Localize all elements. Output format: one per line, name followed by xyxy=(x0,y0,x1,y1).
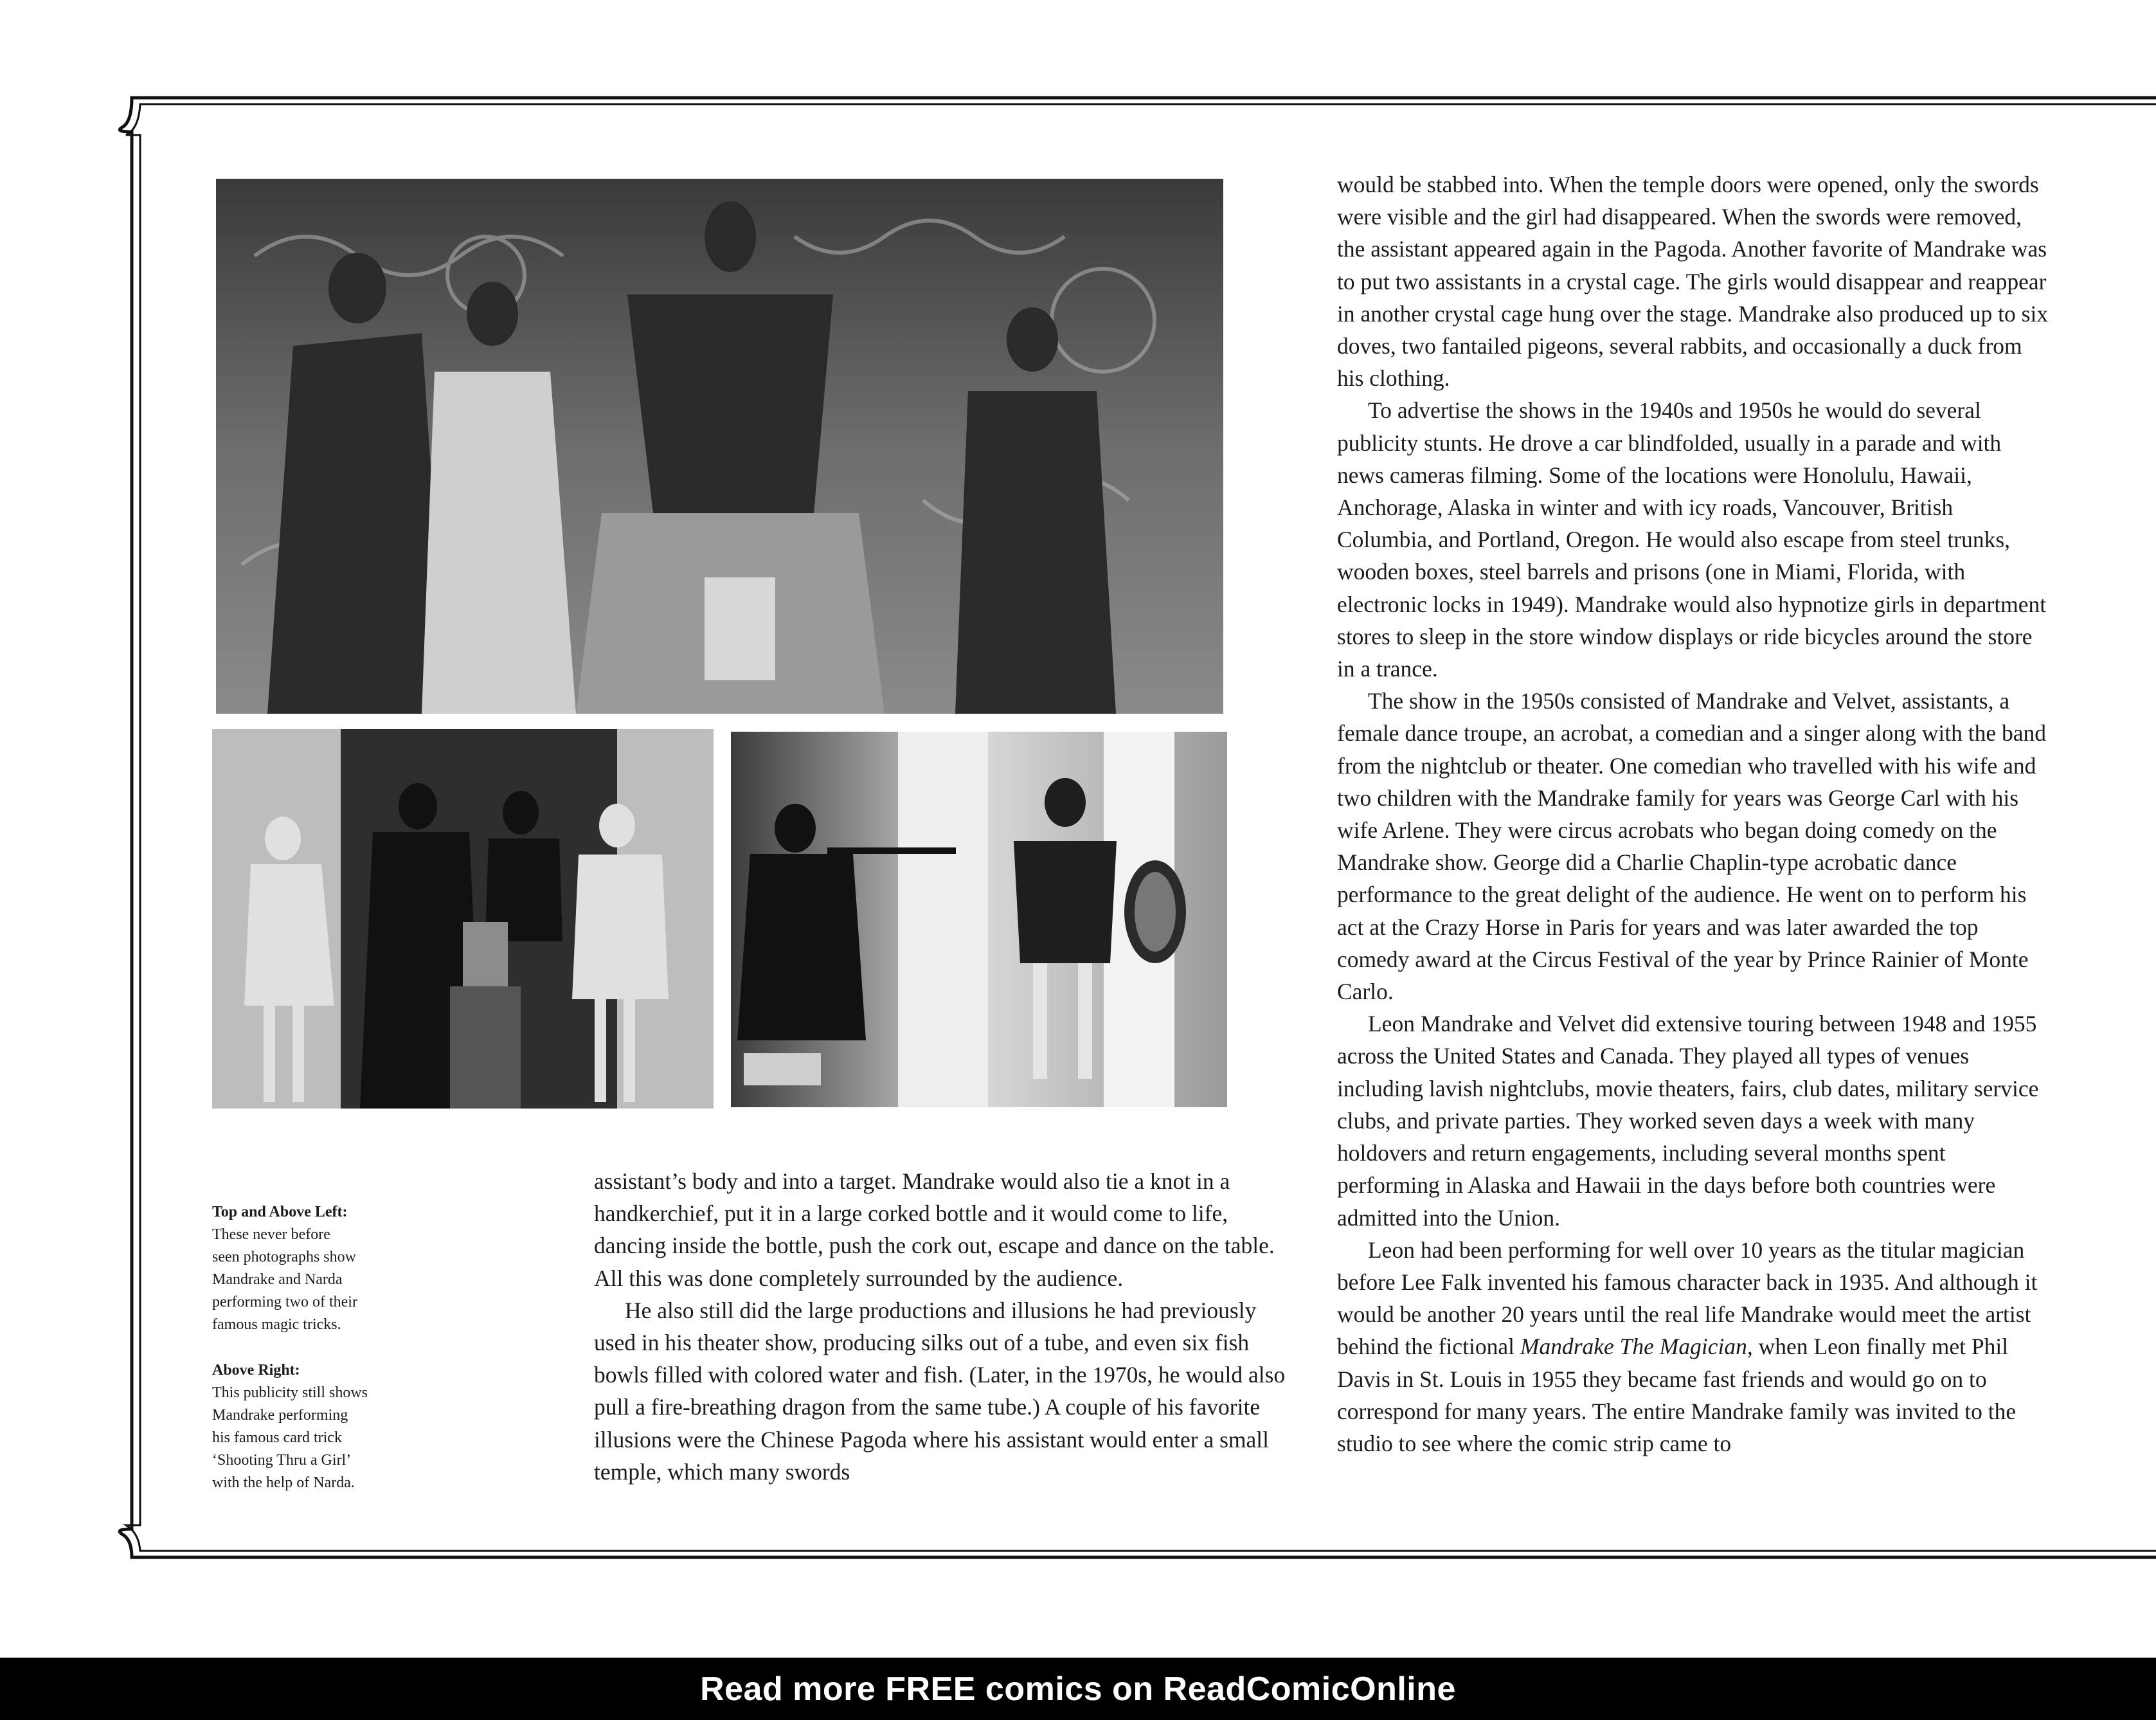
photo-captions xyxy=(212,1201,392,1494)
caption-2-line: This publicity still shows xyxy=(212,1384,368,1401)
caption-1-line: These never before xyxy=(212,1226,330,1243)
caption-1-line: seen photographs show xyxy=(212,1249,356,1265)
text-run: Leon had been performing for well over 10 years as the titular magician before Lee Falk invented his famous character back in 1935. And although it would be another 20 years until the real life Mandrake would meet the artist behind the fictional xyxy=(1337,1236,2038,1360)
caption-2-line: his famous card trick xyxy=(212,1429,342,1446)
photo-top-stage-costumes xyxy=(216,179,1223,714)
caption-1-line: Mandrake and Narda xyxy=(212,1271,343,1288)
paragraph: assistant’s body and into a target. Mandrake would also tie a knot in a handkerchief, put it in a large corked bottle and it would come to life, dancing inside the bottle, push the cork out, escape and dance on the table. All this was done completely surrounded by the audience. xyxy=(594,1168,1275,1291)
promo-banner-text[interactable]: Read more FREE comics on ReadComicOnline xyxy=(700,1670,1456,1708)
right-text-column xyxy=(1337,168,2051,1460)
caption-1-title: Top and Above Left: xyxy=(212,1204,348,1220)
caption-1-line: performing two of their xyxy=(212,1294,357,1310)
comic-title-italic: Mandrake The Magician, xyxy=(1520,1334,1753,1360)
middle-text-column xyxy=(594,1165,1301,1488)
text-run: when Leon finally met Phil Davis in St. Louis in 1955 they became fast friends and would go on to correspond for many years. The entire Mandrake family was invited to the studio to see where the comic strip came to xyxy=(1337,1334,2017,1456)
stage-photo-chinese-costumes-icon xyxy=(216,179,1223,714)
caption-2-line: Mandrake performing xyxy=(212,1407,348,1424)
caption-2-line: ‘Shooting Thru a Girl’ xyxy=(212,1452,352,1469)
paragraph: To advertise the shows in the 1940s and 1950s he would do several publicity stunts. He drove a car blindfolded, usually in a parade and with news cameras filming. Some of the locations were Honolulu, Hawaii, Anchorage, Alaska in winter and with icy roads, Vancouver, British Columbia, and Portland, Oregon. He would also escape from steel trunks, wooden boxes, steel barrels and prisons (one in Miami, Florida, with electronic locks in 1949). Mandrake would also hypnotize girls in department stores to sleep in the store window displays or ride bicycles around the store in a trance. xyxy=(1337,397,2047,682)
promo-banner[interactable] xyxy=(0,1658,2156,1720)
publicity-photo-rifle-shot-icon xyxy=(731,732,1227,1107)
photo-bottom-right-rifle xyxy=(731,732,1227,1107)
paragraph: Leon Mandrake and Velvet did extensive touring between 1948 and 1955 across the United States and Canada. They played all types of venues including lavish nightclubs, movie theaters, fairs, club dates, military service clubs, and private parties. They worked seven days a week with many holdovers and return engagements, including several months spent performing in Alaska and Hawaii in the days before both countries were admitted into the Union. xyxy=(1337,1011,2039,1231)
paragraph: would be stabbed into. When the temple doors were opened, only the swords were visible and the girl had disappeared. When the swords were removed, the assistant appeared again in the Pagoda. Another favorite of Mandrake was to put two assistants in a crystal cage. The girls would disappear and reappear in another crystal cage hung over the stage. Mandrake also produced up to six doves, two fantailed pigeons, several rabbits, and occasionally a duck from his clothing. xyxy=(1337,172,2049,392)
paragraph: The show in the 1950s consisted of Mandrake and Velvet, assistants, a female dance troupe, an acrobat, a comedian and a singer along with the band from the nightclub or theater. One comedian who travelled with his wife and two children with the Mandrake family for years was George Carl with his wife Arlene. They were circus acrobats who began doing comedy on the Mandrake show. George did a Charlie Chaplin-type acrobatic dance performance to the great delight of the audience. He went on to perform his act at the Crazy Horse in Paris for years and was later awarded the top comedy award at the Circus Festival of the year by Prince Rainier of Monte Carlo. xyxy=(1337,688,2046,1005)
stage-photo-pagoda-trick-icon xyxy=(212,729,714,1109)
paragraph-last xyxy=(1337,1234,2051,1460)
caption-1-line: famous magic tricks. xyxy=(212,1316,341,1333)
photo-bottom-left-pagoda xyxy=(212,729,714,1109)
caption-2-title: Above Right: xyxy=(212,1362,300,1379)
caption-2-line: with the help of Narda. xyxy=(212,1474,355,1491)
paragraph: He also still did the large productions and illusions he had previously used in his theater show, producing silks out of a tube, and even six fish bowls filled with colored water and fish. (Later, in the 1970s, he would also pull a fire-breathing dragon from the same tube.) A couple of his favorite illusions were the Chinese Pagoda where his assistant would enter a small temple, which many swords xyxy=(594,1297,1286,1485)
